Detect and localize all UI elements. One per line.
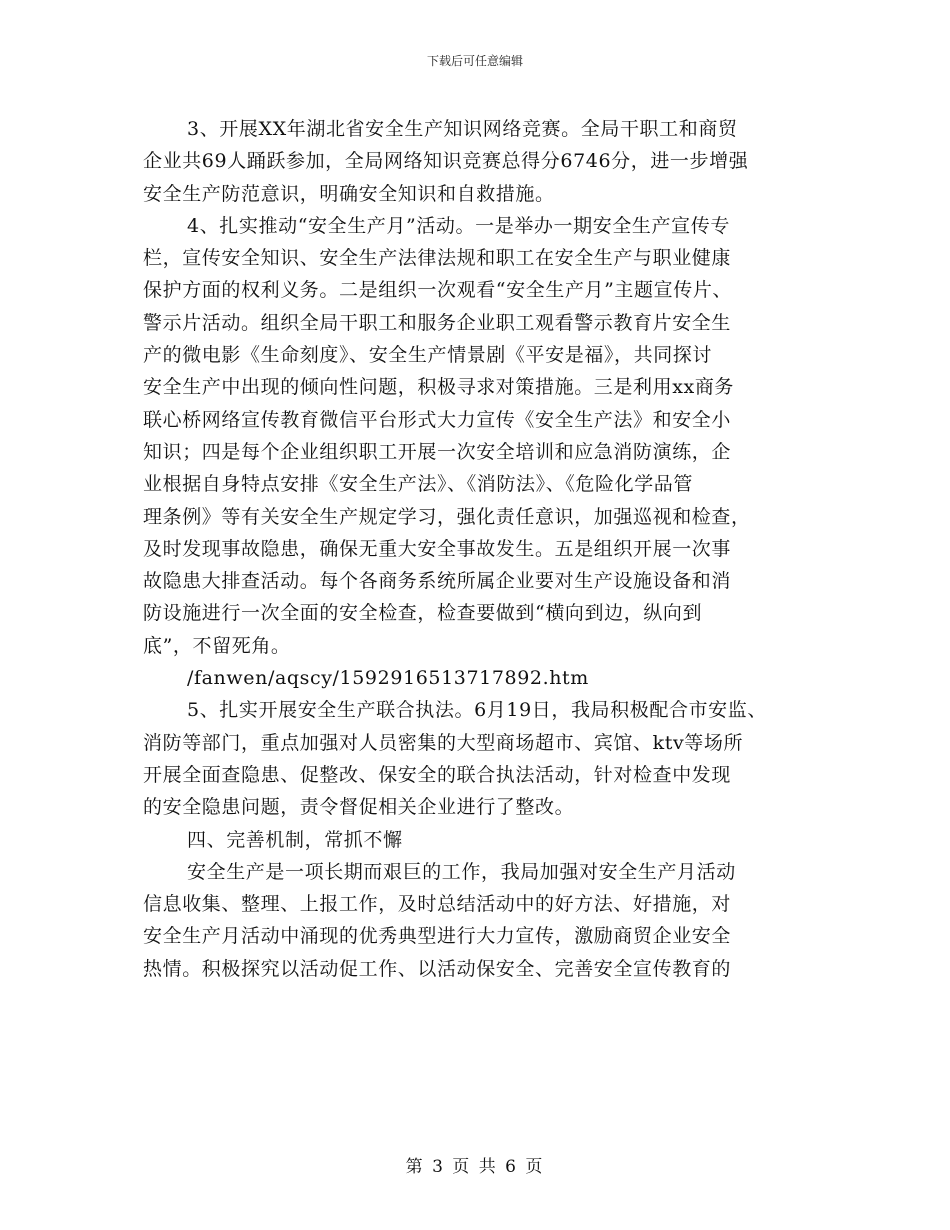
text-line: 5、扎实开展安全生产联合执法。6月19日，我局积极配合市安监、 (187, 699, 767, 722)
text-line: 4、扎实推动“安全生产月”活动。一是举办一期安全生产宣传专 (187, 214, 730, 237)
text-line: /fanwen/aqscy/1592916513717892.htm (187, 667, 589, 690)
text-line: 开展全面查隐患、促整改、保安全的联合执法活动，针对检查中发现 (143, 763, 732, 786)
text-line: 信息收集、整理、上报工作，及时总结活动中的好方法、好措施，对 (143, 893, 732, 916)
text-line: 企业共69人踊跃参加，全局网络知识竞赛总得分6746分，进一步增强 (143, 150, 749, 173)
text-line: 保护方面的权利义务。二是组织一次观看“安全生产月”主题宣传片、 (143, 279, 733, 302)
text-line: 3、开展XX年湖北省安全生产知识网络竞赛。全局干职工和商贸 (187, 118, 738, 140)
text-line: 防设施进行一次全面的安全检查，检查要做到“横向到边，纵向到 (143, 602, 703, 625)
text-line: 知识；四是每个企业组织职工开展一次安全培训和应急消防演练，企 (143, 440, 732, 463)
text-line: 联心桥网络宣传教育微信平台形式大力宣传《安全生产法》和安全小 (143, 408, 732, 431)
text-line: 消防等部门，重点加强对人员密集的大型商场超市、宾馆、ktv等场所 (143, 731, 744, 754)
text-line: 理条例》等有关安全生产规定学习，强化责任意识，加强巡视和检查， (143, 505, 751, 528)
page-header: 下载后可任意编辑 (426, 54, 523, 68)
page-footer: 第 3 页 共 6 页 (405, 1157, 545, 1177)
text-line: 业根据自身特点安排《安全生产法》、《消防法》、《危险化学品管 (143, 473, 694, 496)
text-line: 安全生产是一项长期而艰巨的工作，我局加强对安全生产月活动 (187, 860, 736, 883)
text-line: 安全生产月活动中涌现的优秀典型进行大力宣传，激励商贸企业安全 (143, 925, 732, 948)
document-body (143, 113, 823, 985)
text-line: 警示片活动。组织全局干职工和服务企业职工观看警示教育片安全生 (143, 311, 732, 334)
text-line: 栏，宣传安全知识、安全生产法律法规和职工在安全生产与职业健康 (143, 247, 732, 270)
text-line: 热情。积极探究以活动促工作、以活动保安全、完善安全宣传教育的 (143, 957, 732, 980)
text-line: 故隐患大排查活动。每个各商务系统所属企业要对生产设施设备和消 (143, 570, 732, 593)
text-line: 四、完善机制，常抓不懈 (187, 828, 403, 851)
text-line: 安全生产中出现的倾向性问题，积极寻求对策措施。三是利用xx商务 (143, 376, 735, 399)
text-line: 底”，不留死角。 (143, 634, 291, 657)
text-line: 产的微电影《生命刻度》、安全生产情景剧《平安是福》，共同探讨 (143, 344, 713, 367)
text-line: 及时发现事故隐患，确保无重大安全事故发生。五是组织开展一次事 (143, 537, 732, 560)
text-line: 安全生产防范意识，明确安全知识和自救措施。 (143, 182, 555, 205)
text-line: 的安全隐患问题，责令督促相关企业进行了整改。 (143, 796, 575, 819)
